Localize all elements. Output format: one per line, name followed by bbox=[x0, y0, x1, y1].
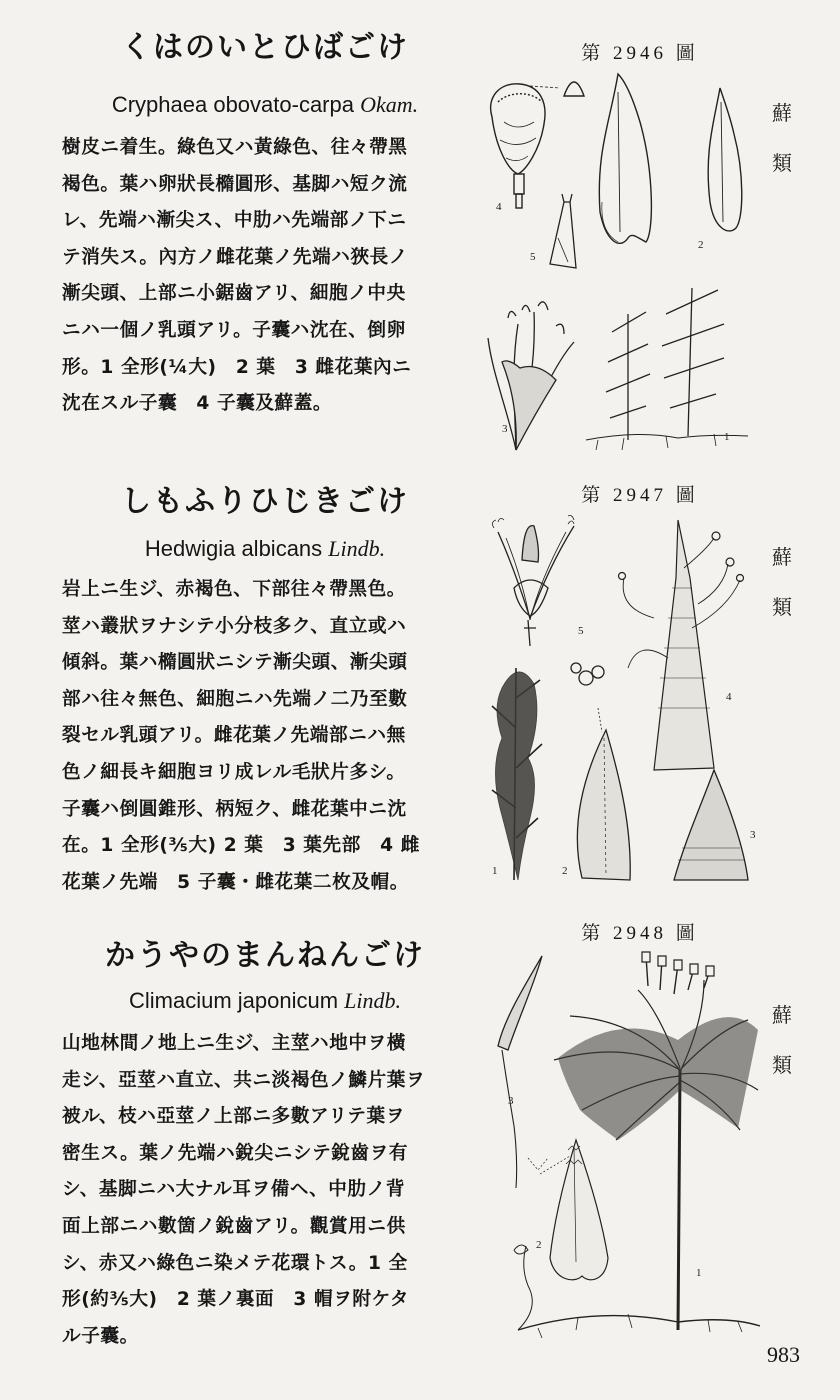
description-line: レ、先端ハ漸尖ス、中肋ハ先端部ノ下ニ bbox=[62, 210, 407, 232]
leaf-tip-drawing bbox=[619, 520, 744, 770]
entry-description bbox=[62, 572, 472, 901]
description-line: ル子囊。 bbox=[62, 1325, 139, 1347]
category-char: 蘚 bbox=[772, 545, 792, 569]
leaf-apex-drawing bbox=[674, 770, 748, 880]
description-line: 裂セル乳頭アリ。雌花葉ノ先端部ニハ無 bbox=[62, 725, 406, 747]
figure-label: 4 bbox=[726, 691, 732, 703]
plant-habit-drawing bbox=[514, 952, 760, 1338]
figure-label: 5 bbox=[578, 625, 584, 637]
description-line: 走シ、亞莖ハ直立、共ニ淡褐色ノ鱗片葉ヲ bbox=[62, 1069, 426, 1091]
figure-illustration bbox=[478, 950, 760, 1340]
category-label bbox=[768, 88, 796, 188]
page-number: 983 bbox=[767, 1342, 800, 1367]
description-line: 傾斜。葉ハ橢圓狀ニシテ漸尖頭、漸尖頭 bbox=[62, 652, 408, 674]
figure-label: 1 bbox=[696, 1267, 702, 1279]
figure-label: 1 bbox=[492, 865, 498, 877]
figure-label: 3 bbox=[750, 829, 756, 841]
description-line: 花葉ノ先端 5 子囊・雌花葉二枚及帽。 bbox=[62, 871, 409, 893]
perichaetial-leaf-drawing bbox=[550, 194, 576, 268]
description-line: 密生ス。葉ノ先端ハ銳尖ニシテ銳齒ヲ有 bbox=[62, 1142, 409, 1164]
figure-label: 4 bbox=[496, 201, 502, 213]
category-char: 蘚 bbox=[772, 1003, 792, 1027]
figure-illustration bbox=[478, 62, 760, 454]
figure-number: 第 2947 圖 bbox=[581, 485, 699, 506]
entry-description bbox=[62, 130, 472, 423]
figure-label: 2 bbox=[536, 1239, 542, 1251]
description-line: 樹皮ニ着生。綠色又ハ黃綠色、往々帶黑 bbox=[62, 137, 408, 158]
description-line: 褐色。葉ハ卵狀長橢圓形、基脚ハ短ク流 bbox=[62, 173, 408, 195]
leaf-drawing bbox=[599, 74, 741, 243]
category-char: 蘚 bbox=[772, 101, 792, 125]
description-line: 岩上ニ生ジ、赤褐色、下部往々帶黑色。 bbox=[62, 579, 407, 600]
description-line: 面上部ニハ數箇ノ銳齒アリ。觀賞用ニ供 bbox=[62, 1215, 406, 1237]
description-line: シ、基脚ニハ大ナル耳ヲ備ヘ、中肋ノ背 bbox=[62, 1179, 406, 1201]
plant-habit-drawing bbox=[488, 288, 748, 450]
category-label bbox=[768, 990, 796, 1090]
species-author: Lindb. bbox=[344, 988, 402, 1013]
description-line: ニハ一個ノ乳頭アリ。子囊ハ沈在、倒卵 bbox=[62, 319, 406, 341]
description-line: 漸尖頭、上部ニ小鋸齒アリ、細胞ノ中央 bbox=[62, 283, 406, 305]
figure-label: 5 bbox=[530, 251, 536, 263]
description-line: 沈在スル子囊 4 子囊及蘚蓋。 bbox=[62, 393, 333, 415]
figure-label: 2 bbox=[698, 239, 704, 251]
category-char: 類 bbox=[772, 1053, 792, 1077]
figure-label: 3 bbox=[508, 1095, 514, 1107]
scientific-name bbox=[60, 534, 470, 564]
description-line: 色ノ細長キ細胞ヨリ成レル毛狀片多シ。 bbox=[62, 761, 406, 783]
description-line: 形(約⅗大) 2 葉ノ裏面 3 帽ヲ附ケタ bbox=[62, 1289, 410, 1311]
species-name: Hedwigia albicans bbox=[144, 536, 323, 561]
description-line: 部ハ往々無色、細胞ニハ先端ノ二乃至數 bbox=[62, 688, 408, 710]
figure-number: 第 2946 圖 bbox=[581, 43, 699, 64]
capsule-drawing bbox=[492, 516, 574, 647]
entry-title: かうやのまんねんごけ bbox=[105, 938, 425, 973]
capsule-drawing bbox=[491, 82, 584, 208]
description-line: シ、赤又ハ綠色ニ染メテ花環トス。1 全 bbox=[62, 1252, 408, 1274]
figure-label: 2 bbox=[562, 865, 568, 877]
figure-number: 第 2948 圖 bbox=[581, 923, 699, 944]
leaf-drawing bbox=[571, 663, 630, 880]
entry-description bbox=[62, 1026, 472, 1355]
entry-title: くはのいとひばごけ bbox=[121, 30, 409, 65]
category-label bbox=[768, 532, 796, 632]
figure-illustration bbox=[478, 508, 760, 890]
description-line: テ消失ス。內方ノ雌花葉ノ先端ハ狹長ノ bbox=[62, 246, 409, 268]
species-name: Climacium japonicum bbox=[128, 988, 339, 1013]
description-line: 形。1 全形(¼大) 2 葉 3 雌花葉內ニ bbox=[62, 356, 412, 378]
plant-habit-drawing bbox=[492, 668, 542, 880]
description-line: 在。1 全形(⅗大) 2 葉 3 葉先部 4 雌 bbox=[62, 835, 420, 857]
species-name: Cryphaea obovato-carpa bbox=[111, 92, 354, 117]
leaf-drawing bbox=[528, 1140, 608, 1280]
figure-label: 1 bbox=[724, 431, 730, 443]
entry-title: しもふりひじきごけ bbox=[121, 484, 409, 519]
figure-label: 3 bbox=[502, 423, 508, 435]
scientific-name bbox=[60, 90, 470, 120]
category-char: 類 bbox=[772, 151, 792, 175]
species-author: Okam. bbox=[360, 92, 419, 117]
description-line: 山地林間ノ地上ニ生ジ、主莖ハ地中ヲ橫 bbox=[62, 1033, 407, 1054]
species-author: Lindb. bbox=[328, 536, 386, 561]
description-line: 被ル、枝ハ亞莖ノ上部ニ多數アリテ葉ヲ bbox=[62, 1106, 405, 1128]
description-line: 莖ハ叢狀ヲナシテ小分枝多ク、直立或ハ bbox=[62, 615, 407, 637]
scientific-name bbox=[60, 986, 470, 1016]
description-line: 子囊ハ倒圓錐形、柄短ク、雌花葉中ニ沈 bbox=[62, 798, 407, 820]
category-char: 類 bbox=[772, 595, 792, 619]
capsule-drawing bbox=[498, 956, 542, 1188]
